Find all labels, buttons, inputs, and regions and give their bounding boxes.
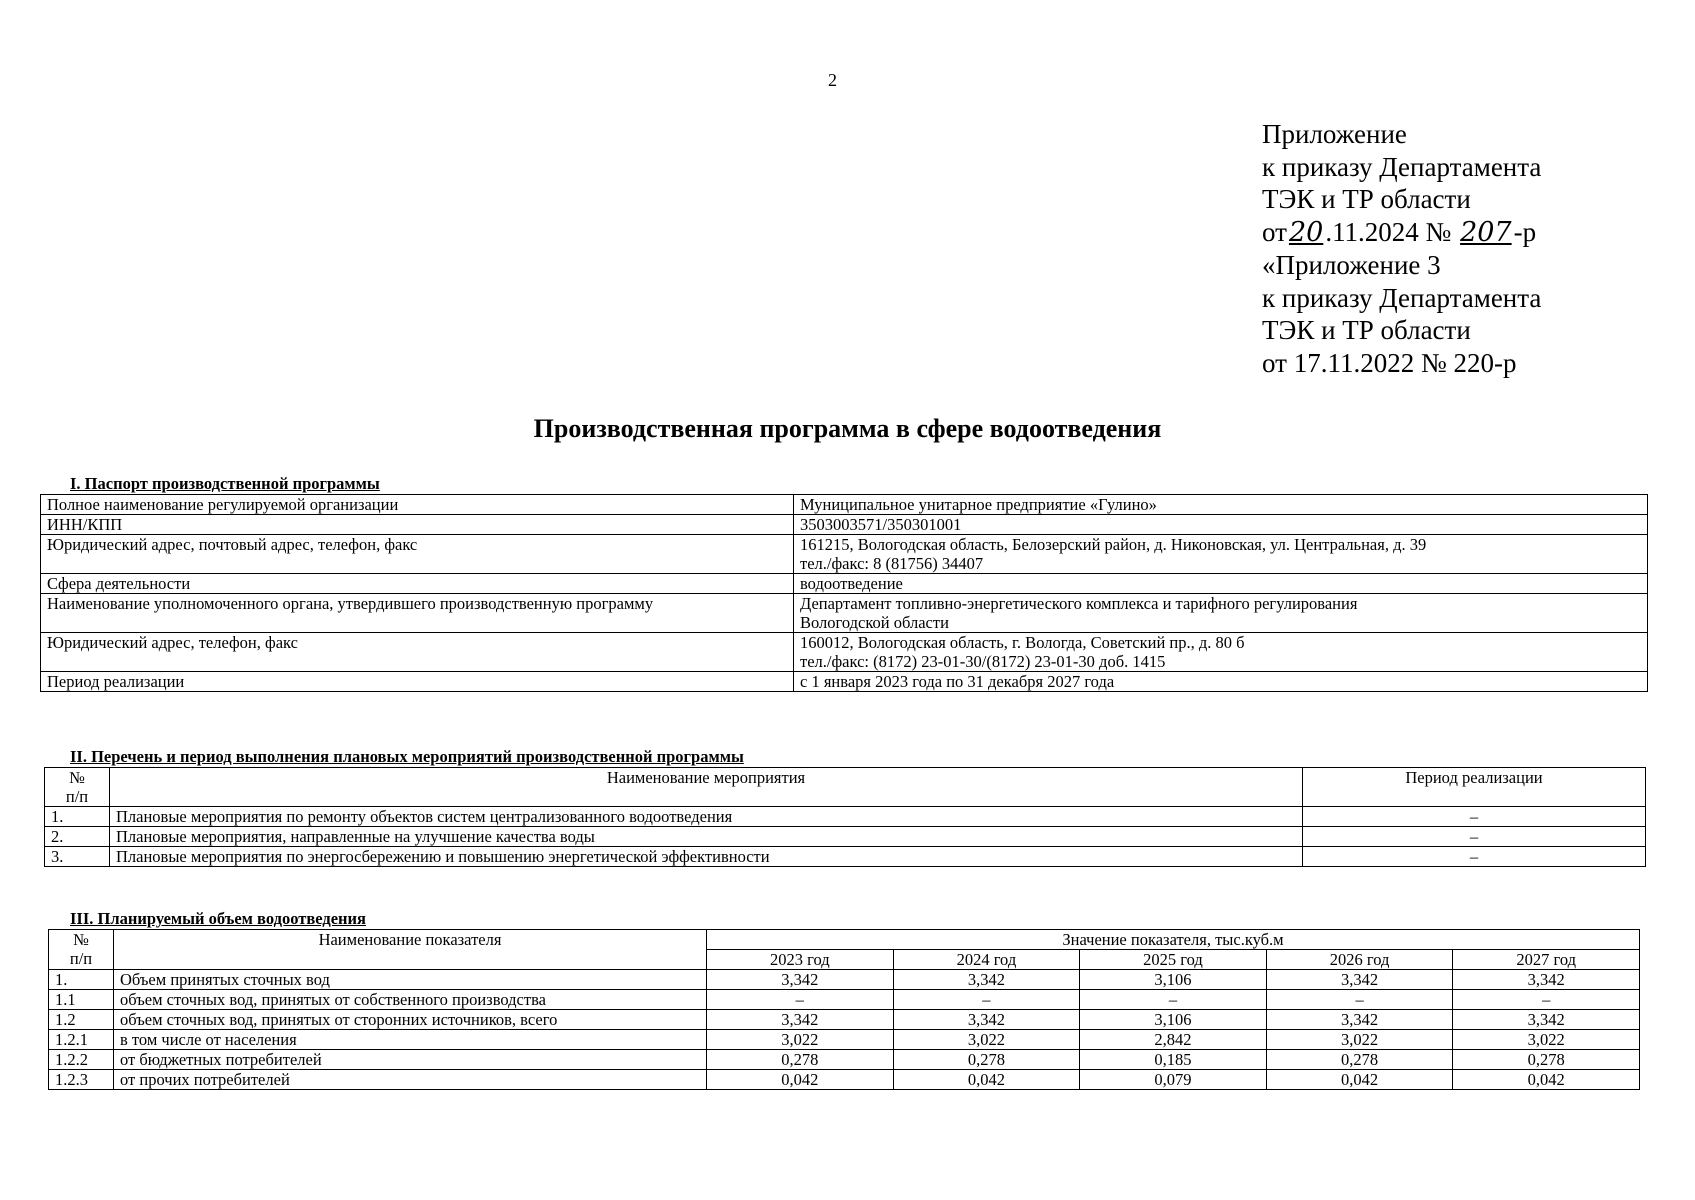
passport-label: Период реализации bbox=[41, 672, 794, 692]
volume-table bbox=[48, 929, 1640, 1090]
appendix-line: от 17.11.2022 № 220-р bbox=[1262, 347, 1517, 378]
handwritten-day: 20 bbox=[1288, 216, 1324, 248]
value-line: тел./факс: 8 (81756) 34407 bbox=[800, 554, 984, 573]
appendix-line: Приложение bbox=[1262, 119, 1407, 149]
page-number: 2 bbox=[828, 70, 837, 90]
header-num bbox=[49, 930, 114, 970]
row-value: 0,042 bbox=[1453, 1070, 1640, 1090]
row-name: объем сточных вод, принятых от собственного производства bbox=[114, 990, 707, 1010]
row-period: – bbox=[1303, 807, 1646, 827]
handwritten-number: 207 bbox=[1460, 216, 1512, 248]
row-num: 1. bbox=[49, 970, 114, 990]
passport-value bbox=[794, 574, 1648, 594]
row-name: Плановые мероприятия, направленные на улучшение качества воды bbox=[110, 827, 1303, 847]
passport-label: Наименование уполномоченного органа, утвердившего производственную программу bbox=[41, 594, 794, 633]
row-num: 1.2 bbox=[49, 1010, 114, 1030]
row-value: – bbox=[1453, 990, 1640, 1010]
table-row bbox=[41, 515, 1648, 535]
year-header: 2024 год bbox=[893, 950, 1080, 970]
passport-value bbox=[794, 672, 1648, 692]
passport-label: Полное наименование регулируемой организации bbox=[41, 495, 794, 515]
table-row bbox=[45, 807, 1646, 827]
row-value: 0,079 bbox=[1080, 1070, 1267, 1090]
row-name: Объем принятых сточных вод bbox=[114, 970, 707, 990]
table-row bbox=[49, 1030, 1640, 1050]
value-line: с 1 января 2023 года по 31 декабря 2027 года bbox=[800, 672, 1115, 691]
value-line: 3503003571/350301001 bbox=[800, 515, 962, 534]
row-name: Плановые мероприятия по ремонту объектов систем централизованного водоотведения bbox=[110, 807, 1303, 827]
row-value: 0,278 bbox=[1266, 1050, 1453, 1070]
table-row bbox=[41, 535, 1648, 574]
passport-value bbox=[794, 633, 1648, 672]
table-row bbox=[49, 1070, 1640, 1090]
row-value: 3,342 bbox=[1266, 970, 1453, 990]
section3-heading: III. Планируемый объем водоотведения bbox=[70, 909, 366, 928]
passport-value bbox=[794, 594, 1648, 633]
row-value: 3,342 bbox=[893, 970, 1080, 990]
document-title: Производственная программа в сфере водоотведения bbox=[533, 414, 1162, 443]
table-header-row bbox=[45, 768, 1646, 807]
row-name: Плановые мероприятия по энергосбережению и повышению энергетической эффективности bbox=[110, 847, 1303, 867]
row-value: – bbox=[893, 990, 1080, 1010]
table-header-row bbox=[49, 930, 1640, 950]
row-value: 3,106 bbox=[1080, 1010, 1267, 1030]
row-value: 3,022 bbox=[893, 1030, 1080, 1050]
row-value: 3,342 bbox=[1453, 970, 1640, 990]
row-name: объем сточных вод, принятых от сторонних источников, всего bbox=[114, 1010, 707, 1030]
row-value: 3,106 bbox=[1080, 970, 1267, 990]
row-num: 2. bbox=[45, 827, 110, 847]
row-value: 0,042 bbox=[893, 1070, 1080, 1090]
section2-heading: II. Перечень и период выполнения плановых мероприятий производственной программы bbox=[70, 747, 744, 766]
measures-table bbox=[44, 767, 1646, 867]
date-rest: .11.2024 № bbox=[1325, 216, 1452, 247]
row-period: – bbox=[1303, 827, 1646, 847]
value-line: Департамент топливно-энергетического комплекса и тарифного регулирования bbox=[800, 594, 1358, 613]
passport-label: Сфера деятельности bbox=[41, 574, 794, 594]
table-row bbox=[49, 990, 1640, 1010]
value-line: тел./факс: (8172) 23-01-30/(8172) 23-01-30 доб. 1415 bbox=[800, 652, 1166, 671]
row-num: 1.2.3 bbox=[49, 1070, 114, 1090]
row-value: – bbox=[1266, 990, 1453, 1010]
passport-label: Юридический адрес, почтовый адрес, телефон, факс bbox=[41, 535, 794, 574]
header-num-line: п/п bbox=[69, 949, 93, 968]
year-header: 2025 год bbox=[1080, 950, 1267, 970]
header-name: Наименование показателя bbox=[114, 930, 707, 970]
row-name: от бюджетных потребителей bbox=[114, 1050, 707, 1070]
table-row bbox=[41, 594, 1648, 633]
section1-heading: I. Паспорт производственной программы bbox=[70, 474, 380, 493]
header-num-line: п/п bbox=[65, 787, 89, 806]
appendix-line: к приказу Департамента bbox=[1262, 282, 1542, 313]
header-num-line: № bbox=[69, 768, 85, 787]
header-value: Значение показателя, тыс.куб.м bbox=[707, 930, 1640, 950]
row-value: 3,022 bbox=[1266, 1030, 1453, 1050]
table-row bbox=[41, 495, 1648, 515]
row-value: 2,842 bbox=[1080, 1030, 1267, 1050]
appendix-line: «Приложение 3 bbox=[1262, 250, 1441, 280]
table-row bbox=[49, 1010, 1640, 1030]
year-header: 2027 год bbox=[1453, 950, 1640, 970]
value-line: 160012, Вологодская область, г. Вологда, Советский пр., д. 80 б bbox=[800, 633, 1245, 652]
row-num: 1.1 bbox=[49, 990, 114, 1010]
passport-label: ИНН/КПП bbox=[41, 515, 794, 535]
row-name: в том числе от населения bbox=[114, 1030, 707, 1050]
row-value: 0,278 bbox=[1453, 1050, 1640, 1070]
table-row bbox=[45, 847, 1646, 867]
table-row bbox=[49, 970, 1640, 990]
value-line: 161215, Вологодская область, Белозерский район, д. Никоновская, ул. Центральная, д. 39 bbox=[800, 535, 1427, 554]
table-row bbox=[45, 827, 1646, 847]
table-row bbox=[41, 574, 1648, 594]
year-header: 2023 год bbox=[707, 950, 894, 970]
row-value: 0,042 bbox=[1266, 1070, 1453, 1090]
row-value: 3,022 bbox=[707, 1030, 894, 1050]
row-num: 1.2.1 bbox=[49, 1030, 114, 1050]
header-num-line: № bbox=[73, 930, 89, 949]
appendix-date-line bbox=[1262, 216, 1541, 250]
appendix-line: ТЭК и ТР области bbox=[1262, 184, 1471, 214]
row-period: – bbox=[1303, 847, 1646, 867]
table-row bbox=[49, 1050, 1640, 1070]
appendix-line: ТЭК и ТР области bbox=[1262, 315, 1471, 345]
appendix-block bbox=[1262, 118, 1541, 379]
passport-value bbox=[794, 535, 1648, 574]
row-value: 3,342 bbox=[707, 970, 894, 990]
passport-value bbox=[794, 515, 1648, 535]
row-value: – bbox=[707, 990, 894, 1010]
row-value: 3,022 bbox=[1453, 1030, 1640, 1050]
table-row bbox=[41, 633, 1648, 672]
passport-table bbox=[40, 494, 1648, 692]
appendix-line: к приказу Департамента bbox=[1262, 151, 1542, 182]
header-period: Период реализации bbox=[1303, 768, 1646, 807]
row-num: 1. bbox=[45, 807, 110, 827]
value-line: Вологодской области bbox=[800, 613, 949, 632]
row-value: 0,278 bbox=[893, 1050, 1080, 1070]
date-suffix: -р bbox=[1513, 216, 1537, 247]
row-value: 0,185 bbox=[1080, 1050, 1267, 1070]
row-value: – bbox=[1080, 990, 1267, 1010]
value-line: Муниципальное унитарное предприятие «Гулино» bbox=[800, 495, 1157, 514]
passport-value bbox=[794, 495, 1648, 515]
row-value: 0,042 bbox=[707, 1070, 894, 1090]
row-num: 3. bbox=[45, 847, 110, 867]
year-header: 2026 год bbox=[1266, 950, 1453, 970]
passport-label: Юридический адрес, телефон, факс bbox=[41, 633, 794, 672]
row-value: 3,342 bbox=[1453, 1010, 1640, 1030]
row-value: 3,342 bbox=[707, 1010, 894, 1030]
table-row bbox=[41, 672, 1648, 692]
value-line: водоотведение bbox=[800, 574, 903, 593]
date-prefix: от bbox=[1262, 216, 1287, 247]
row-name: от прочих потребителей bbox=[114, 1070, 707, 1090]
row-value: 0,278 bbox=[707, 1050, 894, 1070]
row-value: 3,342 bbox=[893, 1010, 1080, 1030]
header-name: Наименование мероприятия bbox=[110, 768, 1303, 807]
header-num bbox=[45, 768, 110, 807]
row-num: 1.2.2 bbox=[49, 1050, 114, 1070]
row-value: 3,342 bbox=[1266, 1010, 1453, 1030]
